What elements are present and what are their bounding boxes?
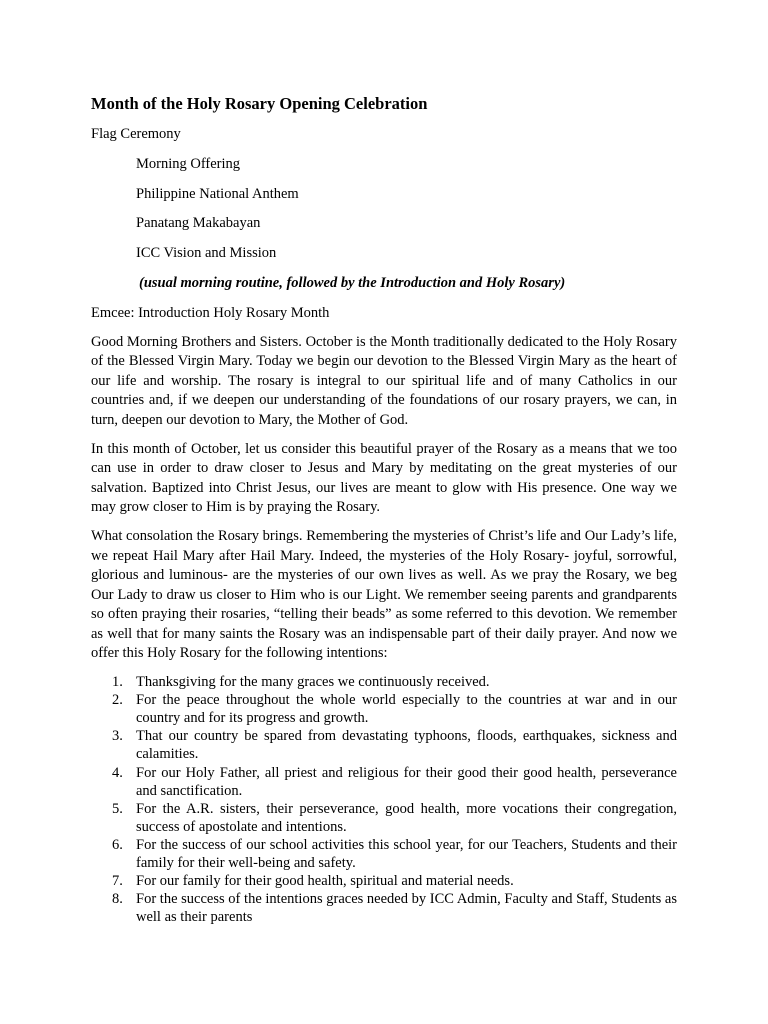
- paragraph-october: In this month of October, let us consider this beautiful prayer of the Rosary as a means that we too can use in order to draw closer to Jesus and Mary by meditating on the great mysteries of our salvation. Baptized into Christ Jesus, our lives are meant to glow with His presence. One way we may grow closer to Him is by praying the Rosary.: [91, 440, 677, 516]
- list-item-text: For our family for their good health, spiritual and material needs.: [136, 873, 514, 890]
- document-page: [91, 94, 677, 927]
- paragraph-intro: Good Morning Brothers and Sisters. October is the Month traditionally dedicated to the Holy Rosary of the Blessed Virgin Mary. Today we begin our devotion to the Blessed Virgin Mary as the heart of our life and worship. The rosary is integral to our spiritual life and of many Catholics in our countries and, if we deepen our understanding of the foundations of our rosary prayers, we can, in turn, deepen our devotion to Mary, the Mother of God.: [91, 333, 677, 428]
- list-item-number: 5.: [112, 800, 123, 817]
- document-title: Month of the Holy Rosary Opening Celebration: [91, 94, 428, 113]
- list-item: [91, 673, 677, 691]
- ceremony-item-vision-mission: ICC Vision and Mission: [136, 245, 277, 262]
- list-item-text: That our country be spared from devastating typhoons, floods, earthquakes, sickness and calamities.: [136, 728, 677, 763]
- list-item-text: For the success of the intentions graces needed by ICC Admin, Faculty and Staff, Students as well as their parents: [136, 891, 677, 926]
- list-item-number: 3.: [112, 728, 123, 745]
- list-item: [91, 691, 677, 727]
- list-item-number: 4.: [112, 764, 123, 781]
- list-item-number: 2.: [112, 692, 123, 709]
- list-item-text: For the peace throughout the whole world especially to the countries at war and in our country and for its progress and growth.: [136, 692, 677, 727]
- intentions-list: [91, 673, 677, 926]
- list-item: [91, 800, 677, 836]
- list-item-text: For the A.R. sisters, their perseverance, good health, more vocations their congregation, success of apostolate and intentions.: [136, 800, 677, 835]
- list-item: [91, 890, 677, 926]
- ceremony-item-national-anthem: Philippine National Anthem: [136, 185, 299, 202]
- routine-note: (usual morning routine, followed by the Introduction and Holy Rosary): [139, 274, 566, 291]
- list-item-number: 8.: [112, 891, 123, 908]
- list-item: [91, 727, 677, 763]
- list-item-number: 6.: [112, 837, 123, 854]
- list-item: [91, 872, 677, 890]
- ceremony-item-morning-offering: Morning Offering: [136, 155, 241, 172]
- ceremony-item-panatang-makabayan: Panatang Makabayan: [136, 215, 261, 232]
- list-item: [91, 764, 677, 800]
- list-item-text: For our Holy Father, all priest and religious for their good their good health, perseverance and sanctification.: [136, 764, 677, 799]
- list-item-number: 1.: [112, 674, 123, 691]
- flag-ceremony-heading: Flag Ceremony: [91, 126, 181, 142]
- list-item: [91, 836, 677, 872]
- paragraph-consolation: What consolation the Rosary brings. Remembering the mysteries of Christ’s life and Our Lady’s life, we repeat Hail Mary after Hail Mary. Indeed, the mysteries of the Holy Rosary- joyful, sorrowful, glorious and luminous- are the mysteries of our own lives as well. As we pray the Rosary, we beg Our Lady to draw us closer to Him who is our Light. We remember seeing parents and grandparents so often praying their rosaries, “telling their beads” as some referred to this devotion. We remember as well that for many saints the Rosary was an indispensable part of their daily prayer. And now we offer this Holy Rosary for the following intentions:: [91, 528, 677, 662]
- emcee-heading: Emcee: Introduction Holy Rosary Month: [91, 304, 330, 321]
- list-item-text: For the success of our school activities this school year, for our Teachers, Students and their family for their well-being and safety.: [136, 837, 677, 872]
- list-item-number: 7.: [112, 873, 123, 890]
- list-item-text: Thanksgiving for the many graces we continuously received.: [136, 674, 490, 691]
